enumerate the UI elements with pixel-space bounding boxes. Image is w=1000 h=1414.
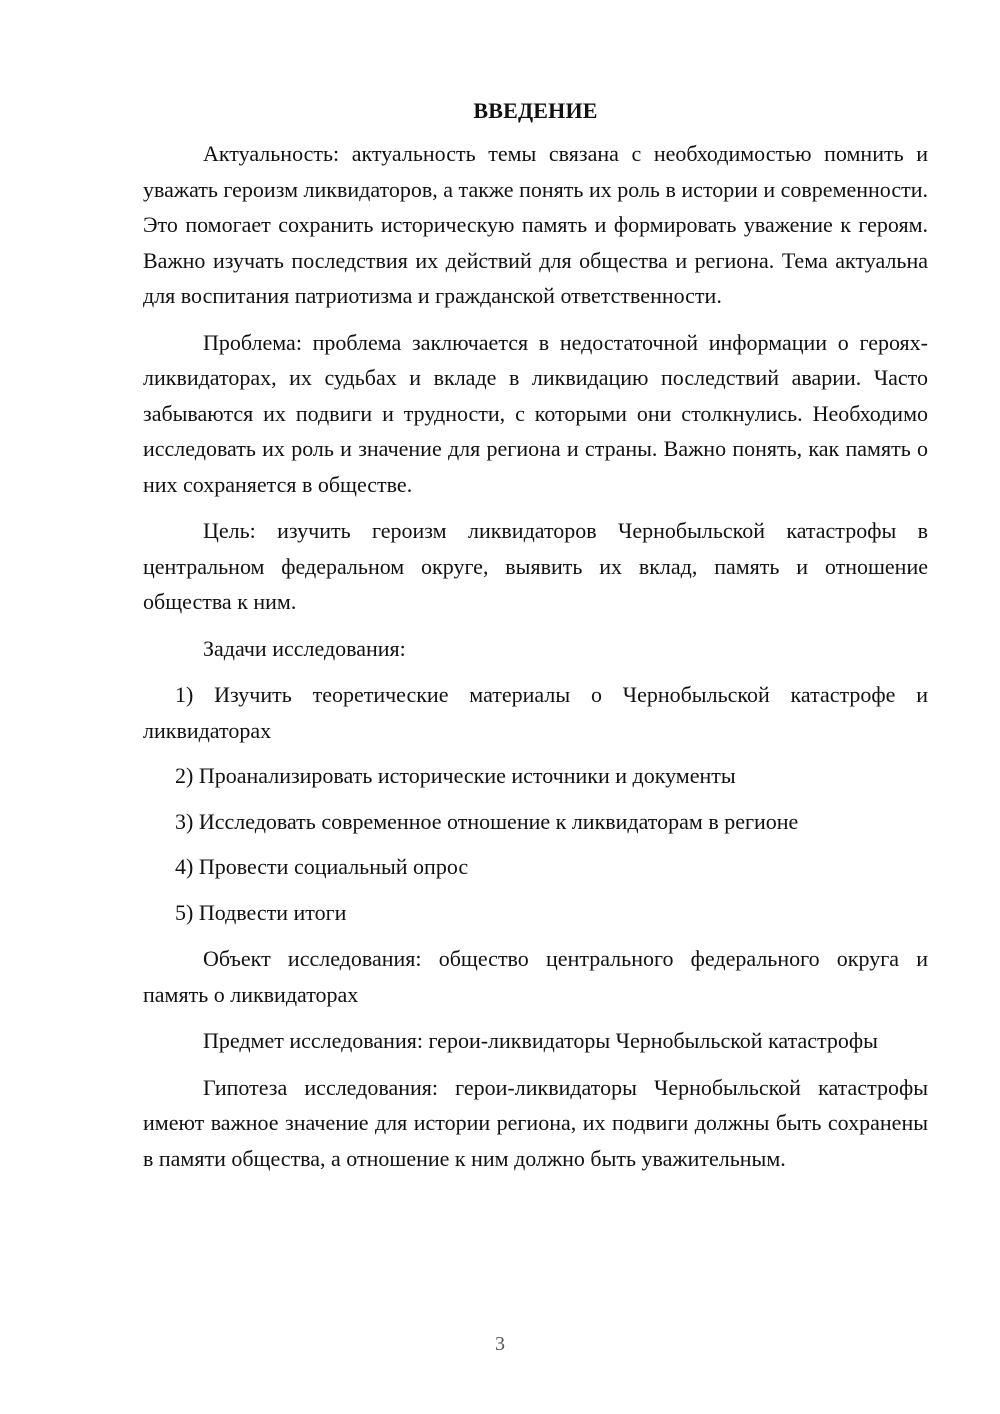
object-paragraph: Объект исследования: общество центрального федерального округа и память о ликвидаторах xyxy=(143,946,928,1007)
task-item-2: 2) Проанализировать исторические источники и документы xyxy=(175,763,736,788)
goal-paragraph: Цель: изучить героизм ликвидаторов Чернобыльской катастрофы в центральном федеральном округе, выявить их вклад, память и отношение общества к ним. xyxy=(143,518,928,614)
document-page xyxy=(143,96,928,1176)
tasks-list xyxy=(143,677,928,930)
page-number: 3 xyxy=(495,1333,505,1355)
task-item-5: 5) Подвести итоги xyxy=(175,899,347,925)
relevance-paragraph: Актуальность: актуальность темы связана с необходимостью помнить и уважать героизм ликвидаторов, а также понять их роль в истории и современности. Это помогает сохранить историческую память и формировать уважение к героям. Важно изучать последствия их действий для общества и региона. Тема актуальна для воспитания патриотизма и гражданской ответственности. xyxy=(143,141,928,308)
task-item-1: 1) Изучить теоретические материалы о Чернобыльской катастрофе и ликвидаторах xyxy=(143,682,928,743)
section-title: ВВЕДЕНИЕ xyxy=(473,98,598,123)
subject-paragraph: Предмет исследования: герои-ликвидаторы Чернобыльской катастрофы xyxy=(203,1028,878,1053)
problem-paragraph: Проблема: проблема заключается в недостаточной информации о героях-ликвидаторах, их судьбах и вкладе в ликвидацию последствий аварии. Часто забываются их подвиги и трудности, с которыми они столкнулись. Необходимо исследовать их роль и значение для региона и страны. Важно понять, как память о них сохраняется в обществе. xyxy=(143,329,928,497)
tasks-heading: Задачи исследования: xyxy=(203,635,406,661)
task-item-3: 3) Исследовать современное отношение к ликвидаторам в регионе xyxy=(175,808,799,834)
task-item-4: 4) Провести социальный опрос xyxy=(175,854,469,879)
hypothesis-paragraph: Гипотеза исследования: герои-ликвидаторы Чернобыльской катастрофы имеют важное значение для истории региона, их подвиги должны быть сохранены в памяти общества, а отношение к ним должно быть уважительным. xyxy=(143,1074,928,1171)
